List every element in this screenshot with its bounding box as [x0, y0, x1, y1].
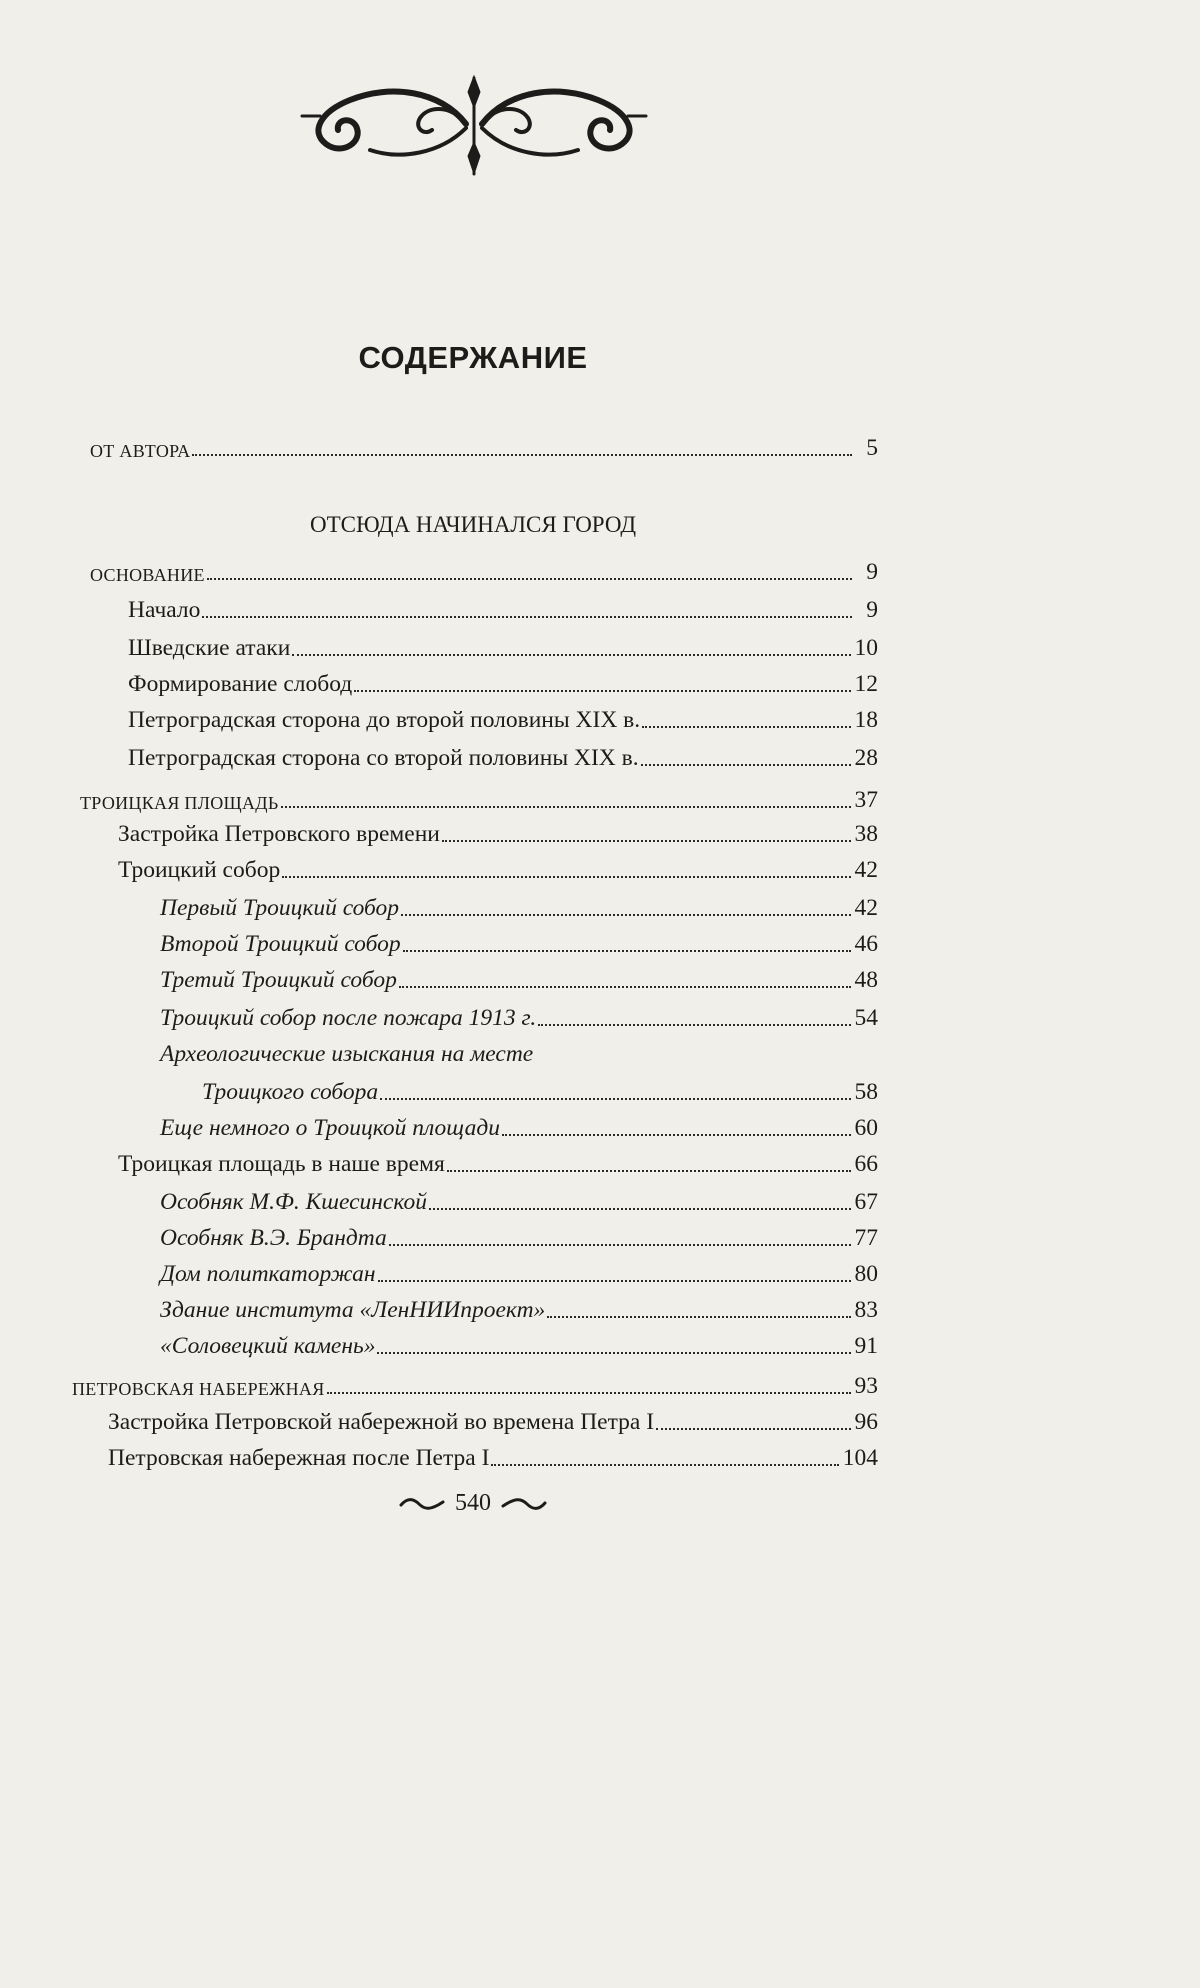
- toc-entry-label: «Соловецкий камень»: [160, 1333, 376, 1360]
- toc-entry-label: ОСНОВАНИЕ: [90, 565, 205, 586]
- toc-entry-label: Здание института «ЛенНИИпроект»: [160, 1297, 546, 1324]
- toc-entry-ploshchad-v-nashe-vremya[interactable]: [118, 1144, 878, 1178]
- toc-entry-page: 54: [854, 1005, 878, 1032]
- leader-dots: [282, 876, 850, 878]
- leader-dots: [403, 950, 851, 952]
- toc-entry-label: Троицкая площадь в наше время: [118, 1151, 445, 1178]
- toc-entry-label: Троицкий собор после пожара 1913 г.: [160, 1005, 537, 1032]
- toc-entry-page: 77: [854, 1225, 878, 1252]
- toc-entry-formirovanie-slobod[interactable]: [128, 664, 878, 698]
- toc-entry-sobor-posle-pozhara[interactable]: [160, 998, 878, 1032]
- toc-entry-page: 93: [854, 1373, 878, 1400]
- toc-entry-label: ТРОИЦКАЯ ПЛОЩАДЬ: [80, 793, 279, 814]
- toc-entry-label: Особняк В.Э. Брандта: [160, 1225, 387, 1252]
- leader-dots: [292, 654, 850, 656]
- toc-entry-page: 28: [854, 745, 878, 772]
- leader-dots: [538, 1024, 850, 1026]
- leader-dots: [378, 1280, 851, 1282]
- toc-entry-page: 42: [854, 857, 878, 884]
- toc-entry-label: Петроградская сторона до второй половины XIX в.: [128, 707, 641, 734]
- toc-entry-page: 80: [854, 1261, 878, 1288]
- toc-entry-petrogradskaya-do[interactable]: [128, 700, 878, 734]
- leader-dots: [281, 806, 851, 808]
- toc-entry-page: 12: [854, 671, 878, 698]
- leader-dots: [656, 1428, 850, 1430]
- leader-dots: [491, 1464, 838, 1466]
- toc-entry-label: Петроградская сторона со второй половины XIX в.: [128, 745, 639, 772]
- toc-entry-page: 60: [854, 1115, 878, 1142]
- toc-entry-page: 83: [854, 1297, 878, 1324]
- toc-entry-page: 91: [854, 1333, 878, 1360]
- leader-dots: [327, 1392, 851, 1394]
- toc-entry-page: 38: [854, 821, 878, 848]
- leader-dots: [380, 1098, 850, 1100]
- leader-dots: [502, 1134, 850, 1136]
- page-title: СОДЕРЖАНИЕ: [358, 340, 588, 375]
- leader-dots: [389, 1244, 851, 1246]
- toc-entry-page: 37: [854, 787, 878, 814]
- toc-entry-troitskiy-sobor[interactable]: [118, 850, 878, 884]
- toc-entry-page: 66: [854, 1151, 878, 1178]
- toc-entry-label: Дом политкаторжан: [160, 1261, 376, 1288]
- leader-dots: [401, 914, 850, 916]
- toc-entry-label: Еще немного о Троицкой площади: [160, 1115, 501, 1142]
- toc-entry-zastroyka-petrovskogo[interactable]: [118, 814, 878, 848]
- toc-entry-page: 58: [854, 1079, 878, 1106]
- section-heading: ОТСЮДА НАЧИНАЛСЯ ГОРОД: [309, 512, 637, 537]
- leader-dots: [547, 1316, 850, 1318]
- toc-entry-troitskogo-sobora[interactable]: [202, 1072, 878, 1106]
- toc-entry-label: Троицкого собора: [202, 1079, 379, 1106]
- header-ornament: [300, 70, 648, 180]
- toc-entry-zastroyka-naberezhnoy[interactable]: [108, 1402, 878, 1436]
- toc-entry-eshche-nemnogo[interactable]: [160, 1108, 878, 1142]
- toc-entry-label: Особняк М.Ф. Кшесинской: [160, 1189, 427, 1216]
- toc-entry-page: 10: [854, 635, 878, 662]
- toc-entry-label: Застройка Петровского времени: [118, 821, 440, 848]
- page-folio: [0, 1490, 946, 1517]
- toc-entry-naberezhnaya-posle-petra[interactable]: [108, 1438, 878, 1472]
- toc-entry-page: 96: [854, 1409, 878, 1436]
- toc-entry-page: 67: [854, 1189, 878, 1216]
- toc-entry-label: Начало: [128, 597, 201, 624]
- toc-entry-page: 5: [866, 435, 878, 462]
- toc-entry-troitskaya-ploshchad[interactable]: [80, 780, 878, 814]
- leader-dots: [442, 840, 851, 842]
- toc-entry-label: Формирование слобод: [128, 671, 353, 698]
- toc-entry-nachalo[interactable]: [128, 590, 878, 624]
- toc-entry-lenniiproekt[interactable]: [160, 1290, 878, 1324]
- right-swash-icon: [501, 1496, 547, 1512]
- toc-entry-arkheologicheskie[interactable]: [160, 1034, 533, 1068]
- toc-entry-dom-politkatorzhan[interactable]: [160, 1254, 878, 1288]
- toc-entry-vtoroy-sobor[interactable]: [160, 924, 878, 958]
- leader-dots: [202, 616, 852, 618]
- toc-entry-label: Застройка Петровской набережной во времена Петра I: [108, 1409, 655, 1436]
- toc-entry-osobnyak-kshesinskoy[interactable]: [160, 1182, 878, 1216]
- toc-entry-osobnyak-brandta[interactable]: [160, 1218, 878, 1252]
- toc-entry-label: Третий Троицкий собор: [160, 967, 397, 994]
- toc-entry-pervyy-sobor[interactable]: [160, 888, 878, 922]
- toc-entry-page: 104: [842, 1445, 878, 1472]
- leader-dots: [192, 454, 852, 456]
- toc-entry-page: 18: [854, 707, 878, 734]
- leader-dots: [642, 726, 850, 728]
- toc-entry-label: ОТ АВТОРА: [90, 441, 191, 462]
- toc-entry-label: Троицкий собор: [118, 857, 281, 884]
- leader-dots: [429, 1208, 851, 1210]
- toc-entry-label: Археологические изыскания на месте: [160, 1041, 534, 1068]
- toc-entry-page: 9: [866, 597, 878, 624]
- toc-entry-label: Второй Троицкий собор: [160, 931, 401, 958]
- toc-entry-label: Первый Троицкий собор: [160, 895, 400, 922]
- toc-entry-page: 48: [854, 967, 878, 994]
- toc-entry-tretiy-sobor[interactable]: [160, 960, 878, 994]
- toc-entry-petrovskaya-naberezhnaya[interactable]: [72, 1366, 878, 1400]
- toc-entry-shvedskie-ataki[interactable]: [128, 628, 878, 662]
- toc-entry-petrogradskaya-so[interactable]: [128, 738, 878, 772]
- left-swash-icon: [399, 1496, 445, 1512]
- leader-dots: [447, 1170, 851, 1172]
- leader-dots: [354, 690, 850, 692]
- toc-entry-label: ПЕТРОВСКАЯ НАБЕРЕЖНАЯ: [72, 1379, 325, 1400]
- toc-entry-page: 9: [866, 559, 878, 586]
- leader-dots: [641, 764, 851, 766]
- toc-entry-page: 42: [854, 895, 878, 922]
- leader-dots: [399, 986, 851, 988]
- toc-entry-label: Шведские атаки: [128, 635, 291, 662]
- toc-entry-label: Петровская набережная после Петра I: [108, 1445, 490, 1472]
- page-number: 540: [455, 1490, 491, 1516]
- toc-entry-page: 46: [854, 931, 878, 958]
- toc-entry-from-author[interactable]: [90, 428, 878, 462]
- toc-entry-osnovanie[interactable]: [90, 552, 878, 586]
- leader-dots: [377, 1352, 850, 1354]
- leader-dots: [207, 578, 852, 580]
- toc-entry-solovetskiy-kamen[interactable]: [160, 1326, 878, 1360]
